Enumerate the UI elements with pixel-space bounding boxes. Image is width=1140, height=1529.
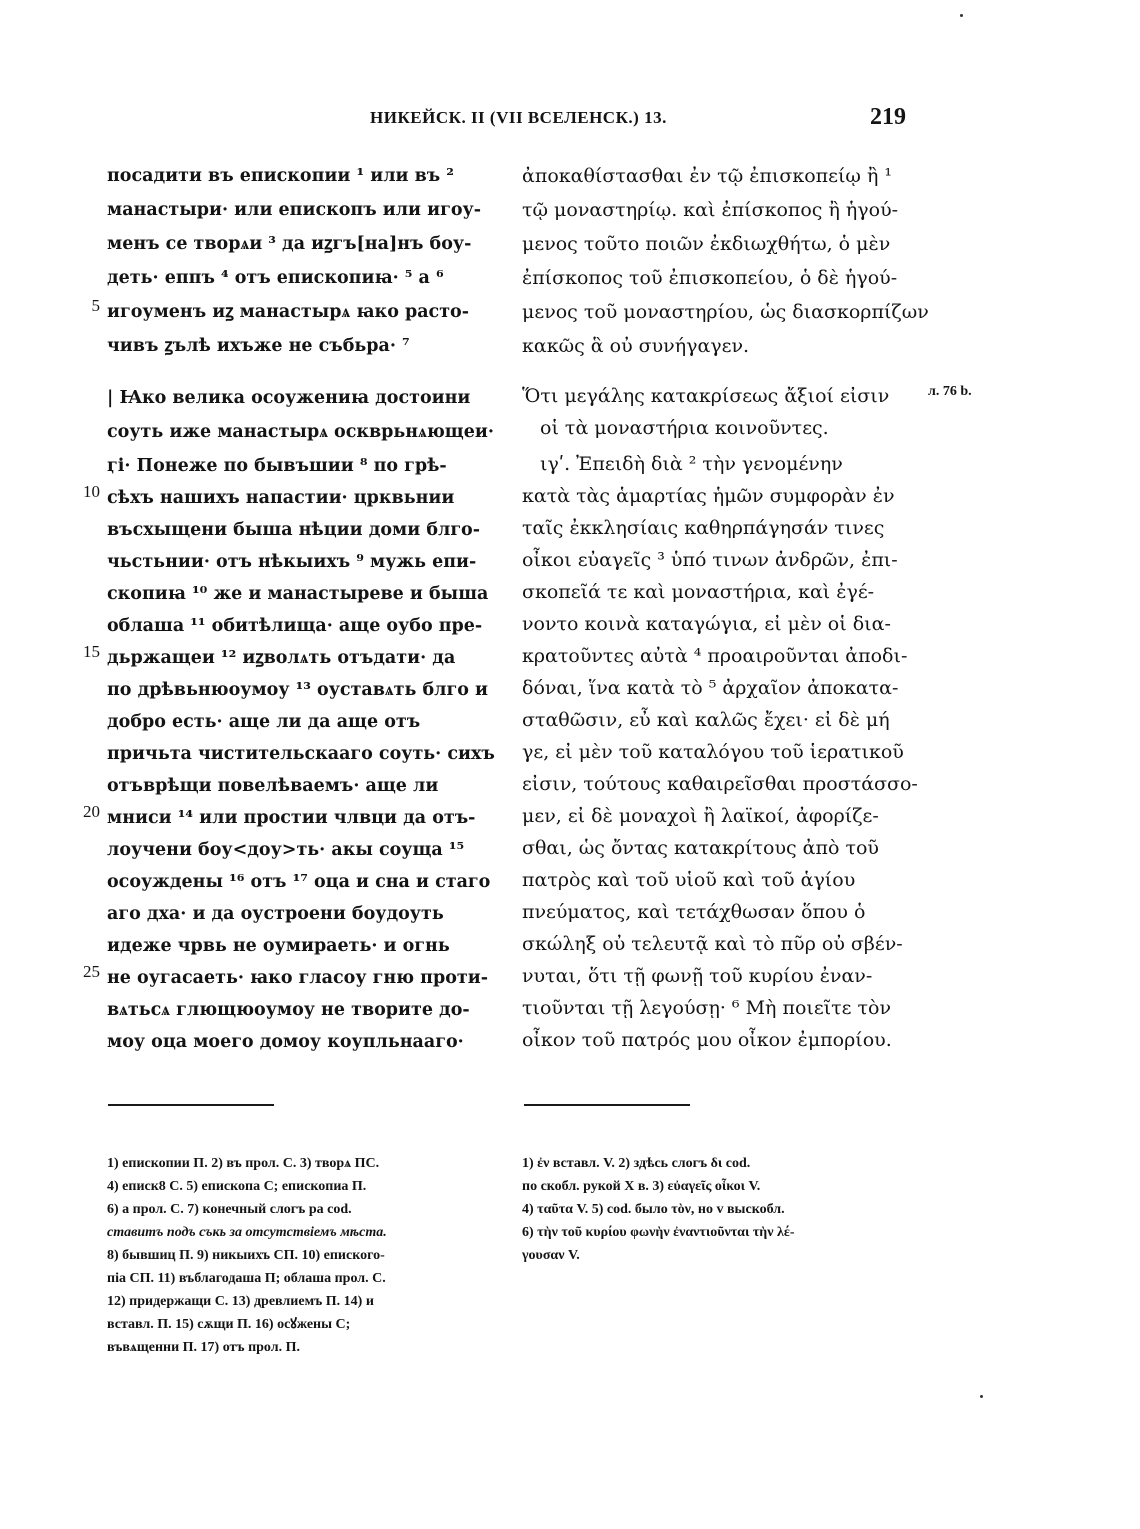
- slavonic-line: деть· еппъ ⁴ отъ епископиꙗ· ⁵ а ⁶: [107, 268, 444, 288]
- footnote-line: вставл. П. 15) сѫщи П. 16) осꙋжены С;: [107, 1317, 351, 1332]
- slavonic-line: посадити въ епископии ¹ или въ ²: [107, 166, 454, 186]
- greek-heading: Ὅτι μεγάλης κατακρίσεως ἄξιοί εἰσιν: [522, 385, 890, 407]
- greek-line: εἰσιν, τούτους καθαιρεῖσθαι προστάσσο-: [522, 773, 918, 795]
- greek-line: πνεύματος, καὶ τετάχθωσαν ὅπου ὁ: [522, 901, 866, 923]
- footnote-line: 6) а прол. С. 7) конечный слогъ ра cod.: [107, 1202, 352, 1217]
- greek-line: μενος τοῦ μοναστηρίου, ὡς διασκορπίζων: [522, 301, 929, 323]
- slavonic-line: въсхыщени быша нѣции доми блго-: [107, 520, 480, 540]
- greek-heading: οἱ τὰ μοναστήρια κοινοῦντες.: [540, 417, 829, 439]
- greek-line: μεν, εἰ δὲ μοναχοὶ ἢ λαϊκοί, ἀφορίζε-: [522, 805, 879, 827]
- footnote-line: 6) τὴν τοῦ κυρίου φωνὴν ἐναντιοῦνται τὴν λέ-: [522, 1225, 795, 1240]
- greek-line: οἶκον τοῦ πατρός μου οἶκον ἐμπορίου.: [522, 1029, 892, 1051]
- slavonic-line: идеже чрвь не оумираеть· и огнь: [107, 936, 450, 956]
- line-number: 10: [83, 482, 100, 501]
- footnote-line: 8) бывшиц П. 9) никыихъ СП. 10) епиского-: [107, 1248, 385, 1263]
- greek-line: δόναι, ἵνα κατὰ τὸ ⁵ ἀρχαῖον ἀποκατα-: [522, 677, 899, 699]
- running-head: НИКЕЙСК. II (VII ВСЕЛЕНСК.) 13.: [370, 108, 667, 127]
- slavonic-heading: | Ꙗко велика осоужениꙗ достоини: [107, 388, 471, 408]
- slavonic-line: лоучени боу<доу>ть· акы соуща ¹⁵: [107, 840, 465, 860]
- greek-line: σκοπεῖά τε καὶ μοναστήρια, καὶ ἐγέ-: [522, 581, 875, 603]
- slavonic-line: вѧтьсѧ глющюоумоу не творите до-: [107, 1000, 470, 1020]
- greek-line: μενος τοῦτο ποιῶν ἐκδιωχθήτω, ὁ μὲν: [522, 233, 891, 255]
- greek-line: τῷ μοναστηρίῳ. καὶ ἐπίσκοπος ἢ ἡγού-: [522, 199, 899, 221]
- line-number: 20: [83, 802, 100, 821]
- footnote-rule-left: [108, 1104, 274, 1106]
- greek-line: ιγʹ. Ἐπειδὴ διὰ ² τὴν γενομένην: [540, 453, 843, 475]
- footnote-line: по скобл. рукой X в. 3) εὐαγεῖς οἶκοι V.: [522, 1179, 761, 1194]
- greek-line: οἶκοι εὐαγεῖς ³ ὑπό τινων ἀνδρῶν, ἐπι-: [522, 549, 898, 571]
- line-number: 25: [83, 962, 100, 981]
- slavonic-line: менъ се творѧи ³ да иꙁгъ[на]нъ боу-: [107, 234, 472, 254]
- greek-line: σκώληξ οὐ τελευτᾷ καὶ τὸ πῦρ οὐ σβέν-: [522, 933, 903, 955]
- greek-line: κακῶς ἃ οὐ συνήγαγεν.: [522, 335, 750, 357]
- greek-line: σταθῶσιν, εὖ καὶ καλῶς ἔχει· εἰ δὲ μή: [522, 709, 890, 731]
- slavonic-heading: соуть иже манастырѧ оскврьнѧющеи·: [107, 422, 494, 442]
- slavonic-line: мниси ¹⁴ или простии члвци да отъ-: [107, 808, 476, 828]
- greek-line: ταῖς ἐκκλησίαις καθηρπάγησάν τινες: [522, 517, 885, 539]
- greek-line: κατὰ τὰς ἁμαρτίας ἡμῶν συμφορὰν ἐν: [522, 485, 895, 507]
- footnotes-slavonic: [107, 1152, 387, 1359]
- footnote-line: въвѧщенни П. 17) отъ прол. П.: [107, 1340, 300, 1355]
- greek-line: τιοῦνται τῇ λεγούσῃ· ⁶ Μὴ ποιεῖτε τὸν: [522, 997, 892, 1019]
- slavonic-line: добро есть· аще ли да аще отъ: [107, 712, 421, 732]
- slavonic-line: по дрѣвьнюоумоу ¹³ оуставѧть блго и: [107, 680, 488, 700]
- page-number: 219: [870, 104, 906, 130]
- slavonic-line: облаша ¹¹ обитѣлища· аще оубо пре-: [107, 616, 483, 636]
- footnotes-greek: [522, 1152, 795, 1267]
- page-header: [0, 104, 1140, 134]
- footnote-line: 4) еписк8 С. 5) епископа С; епископиа П.: [107, 1179, 367, 1194]
- footnote-line: ставитъ подъ съкь за отсутствіемъ мѣста.: [107, 1225, 387, 1240]
- margin-folio-ref: л. 76 b.: [928, 384, 972, 399]
- footnote-line: 12) придержащи С. 13) древлиемъ П. 14) и: [107, 1294, 374, 1309]
- footnote-line: 1) епископии П. 2) въ прол. С. 3) творѧ ПС.: [107, 1156, 380, 1171]
- slavonic-line: моу оца моего домоу коупльнааго·: [107, 1032, 464, 1052]
- line-number: 15: [83, 642, 100, 661]
- greek-line: ἀποκαθίστασθαι ἐν τῷ ἐπισκοπείῳ ἢ ¹: [522, 165, 892, 187]
- footnote-line: піа СП. 11) въблагодаша П; облаша прол. С.: [107, 1271, 386, 1286]
- line-number: 5: [91, 296, 100, 315]
- slavonic-line: дьржащеи ¹² иꙁволѧть отъдати· да: [107, 648, 456, 668]
- slavonic-line: манастыри· или епископъ или игоу-: [107, 200, 481, 220]
- greek-line: νυται, ὅτι τῇ φωνῇ τοῦ κυρίου ἐναν-: [522, 965, 873, 987]
- slavonic-line: не оугасаеть· ꙗко гласоу гню проти-: [107, 968, 488, 988]
- slavonic-line: чивъ ꙁълѣ ихъже не събьра· ⁷: [107, 336, 410, 356]
- slavonic-line: скопиꙗ ¹⁰ же и манастыреве и быша: [107, 584, 489, 604]
- footnote-line: 1) ἐν вставл. V. 2) здѣсь слогъ δι cod.: [522, 1156, 751, 1171]
- slavonic-line: чьстьнии· отъ нѣкыихъ ⁹ мужь епи-: [107, 552, 477, 572]
- scan-speck: [960, 14, 963, 17]
- greek-line: ἐπίσκοπος τοῦ ἐπισκοπείου, ὁ δὲ ἡγού-: [522, 267, 898, 289]
- footnote-rule-right: [524, 1104, 690, 1106]
- greek-line: κρατοῦντες αὐτὰ ⁴ προαιροῦνται ἀποδι-: [522, 645, 908, 667]
- slavonic-line: осоуждены ¹⁶ отъ ¹⁷ оца и сна и стаго: [107, 872, 491, 892]
- greek-line: γε, εἰ μὲν τοῦ καταλόγου τοῦ ἱερατικοῦ: [522, 741, 904, 763]
- slavonic-line: ӷі· Понеже по бывъшии ⁸ по грѣ-: [107, 456, 447, 476]
- slavonic-line: причьта чистительскааго соуть· сихъ: [107, 744, 495, 764]
- greek-line: σθαι, ὡς ὄντας κατακρίτους ἀπὸ τοῦ: [522, 837, 879, 859]
- greek-line: πατρὸς καὶ τοῦ υἱοῦ καὶ τοῦ ἁγίου: [522, 869, 856, 891]
- slavonic-line: отъврѣщи повелѣваемъ· аще ли: [107, 776, 439, 796]
- slavonic-line: сѣхъ нашихъ напастии· црквьнии: [107, 488, 455, 508]
- footnote-line: γουσαν V.: [522, 1248, 580, 1263]
- slavonic-line: игоуменъ иꙁ манастырѧ ꙗко расто-: [107, 302, 469, 322]
- greek-line: νοντο κοινὰ καταγώγια, εἰ μὲν οἱ δια-: [522, 613, 891, 635]
- scan-speck: [980, 1395, 983, 1398]
- footnote-line: 4) ταῦτα V. 5) cod. было τὸν, но v выскобл.: [522, 1202, 785, 1217]
- slavonic-line: аго дха· и да оустроени боудоуть: [107, 904, 444, 924]
